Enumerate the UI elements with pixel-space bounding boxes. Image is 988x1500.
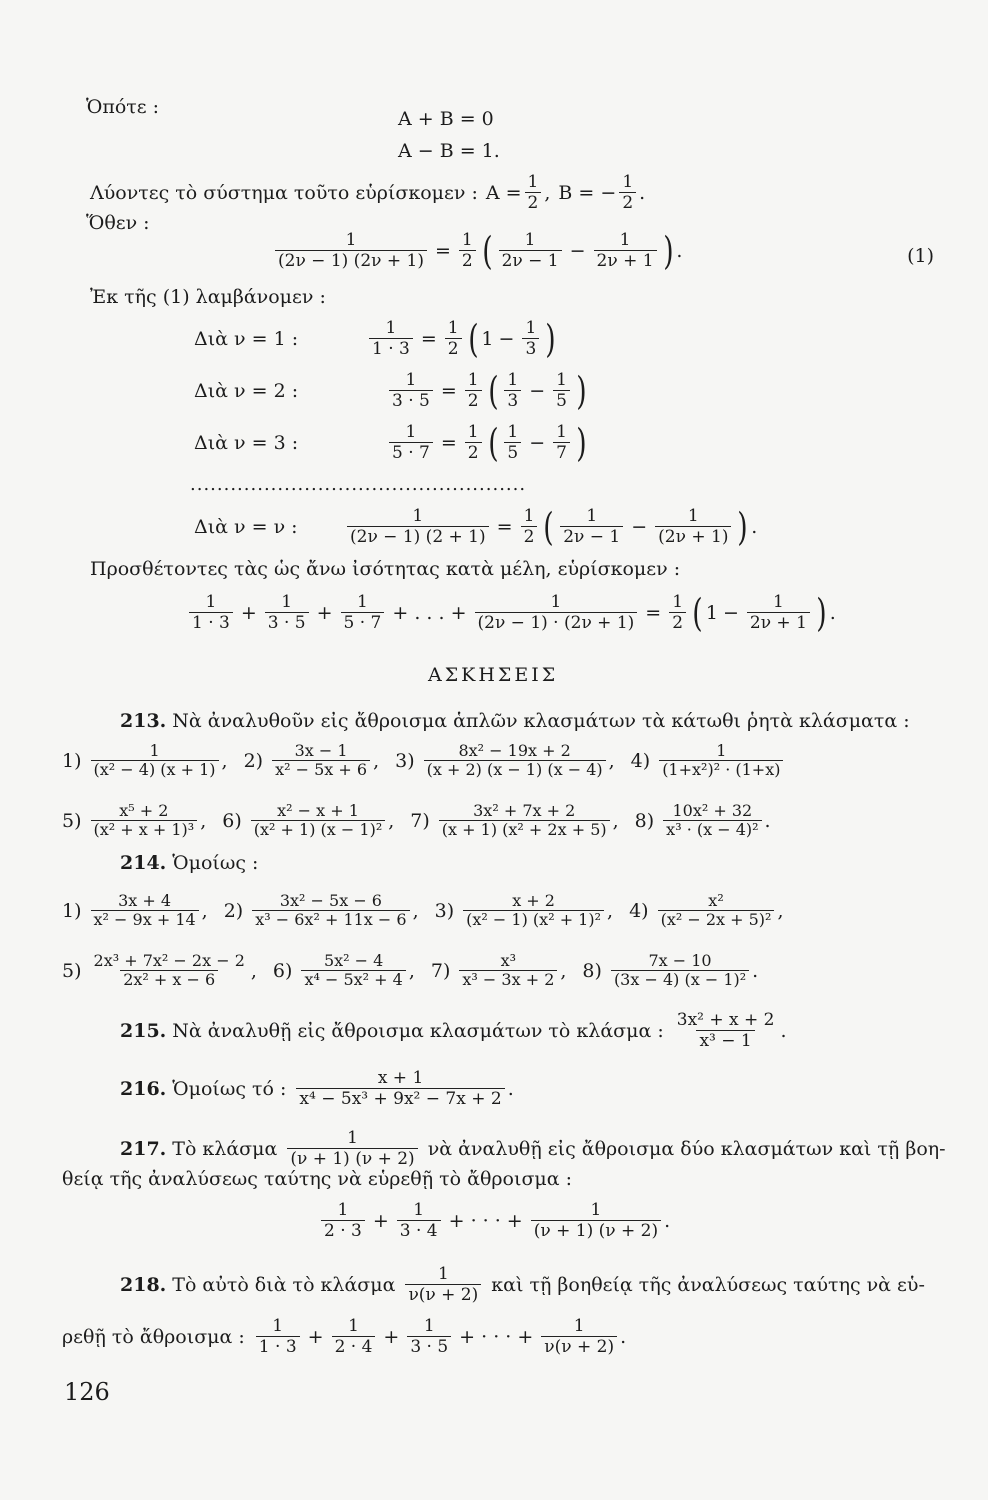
exercise-217-line2: θείᾳ τῆς ἀναλύσεως ταύτης νὰ εὑρεθῇ τὸ ἄθροισμα : [62,1168,573,1190]
exercise-217: 217. Τὸ κλάσμα $\frac{1}{(\nu + 1) (\nu + 2)}$ νὰ ἀναλυθῇ εἰς ἄθροισμα δύο κλασμάτων καὶ τῇ βοη- [120,1128,946,1169]
case-v2: Διὰ ν = 2 : $\frac{1}{3 \cdot 5}$ = $\frac{1}{2}$ ( $\frac{1}{3}$ − $\frac{1}{5}$ ) [194,368,587,413]
case-v3: Διὰ ν = 3 : $\frac{1}{5 \cdot 7}$ = $\frac{1}{2}$ ( $\frac{1}{5}$ − $\frac{1}{7}$ ) [194,420,587,465]
ek-tis-line: Ἐκ τῆς (1) λαμβάνομεν : [90,286,326,308]
case-vn: Διὰ ν = ν : $\frac{1}{(2\nu - 1) (2 + 1)}$ = $\frac{1}{2}$ ( $\frac{1}{2\nu - 1}$ − $\frac{1}{(2\nu + 1)}$ ) . [194,504,758,549]
equation-a-minus-b: A − B = 1. [398,140,500,162]
opote-label: Ὁπότε : [86,96,160,118]
ellipsis-row: .................................................. [190,474,527,495]
sum-intro-line: Προσθέτοντες τὰς ὡς ἄνω ἰσότητας κατὰ μέλη, εὑρίσκομεν : [90,558,681,580]
othen-label: Ὅθεν : [86,212,150,234]
case-v1: Διὰ ν = 1 : $\frac{1}{1 \cdot 3}$ = $\frac{1}{2}$ ( 1 − $\frac{1}{3}$ ) [194,316,556,361]
solve-line: Λύοντες τὸ σύστημα τοῦτο εὑρίσκομεν : A = $\frac{1}{2}$ , B = − $\frac{1}{2}$ . [90,172,646,213]
equation-a-plus-b: A + B = 0 [398,108,494,130]
exercise-213-row2: 5) $\frac{\text{x⁵ + 2}}{\text{(x² + x + 1)³}}$ , 6) $\frac{\text{x² − x + 1}}{\text{(x² + 1) (x − 1)²}}$ , 7) $\frac{\text{3x² + 7x + 2}}{\text{(x + 1) (x² + 2x + 5)}}$ , 8) $\frac{\text{10x² + 32}}{\text{x³ · (x − 4)²}}$ . [62,801,771,839]
exercise-214-row2: 5) $\frac{\text{2x³ + 7x² − 2x − 2}}{\text{2x² + x − 6}}$ , 6) $\frac{\text{5x² − 4}}{\text{x⁴ − 5x² + 4}}$ , 7) $\frac{\text{x³}}{\text{x³ − 3x + 2}}$ , 8) $\frac{7x - 10}{\text{(3x − 4) (x − 1)²}}$ . [62,951,759,989]
exercise-218-line2: ρεθῇ τὸ ἄθροισμα : $\frac{1}{1 \cdot 3}$ + $\frac{1}{2 \cdot 4}$ + $\frac{1}{3 \cdot 5}$ + · · · + $\frac{1}{\nu(\nu + 2)}$ . [62,1316,627,1357]
exercise-214-row1: 1) $\frac{3x + 4}{\text{x² − 9x + 14}}$ , 2) $\frac{\text{3x² − 5x − 6}}{\text{x³ − 6x² + 11x − 6}}$ , 3) $\frac{x + 2}{\text{(x² − 1) (x² + 1)²}}$ , 4) $\frac{\text{x²}}{\text{(x² − 2x + 5)²}}$ , [62,891,784,929]
exercise-215: 215. Νὰ ἀναλυθῇ εἰς ἄθροισμα κλασμάτων τὸ κλάσμα : $\frac{\text{3x² + x + 2}}{\text{x³ − 1}}$ . [120,1010,787,1051]
exercise-213-row1: 1) $\frac{1}{\text{(x² − 4) (x + 1)}}$ , 2) $\frac{3x - 1}{\text{x² − 5x + 6}}$ , 3) $\frac{\text{8x² − 19x + 2}}{(x + 2) (x - 1) (x - 4)}$ , 4) $\frac{1}{\text{(1+x²)² · (1+x)}}$ [62,742,786,779]
exercise-217-sum: $\frac{1}{2 \cdot 3}$ + $\frac{1}{3 \cdot 4}$ + · · · + $\frac{1}{(\nu + 1) (\nu + 2)}$ . [318,1200,670,1241]
exercise-213: 213. Νὰ ἀναλυθοῦν εἰς ἄθροισμα ἁπλῶν κλασμάτων τὰ κάτωθι ῥητὰ κλάσματα : [120,710,910,732]
telescoping-sum: $\frac{1}{1 \cdot 3}$ + $\frac{1}{3 \cdot 5}$ + $\frac{1}{5 \cdot 7}$ + . . . + $\frac{1}{(2\nu - 1) \cdot (2\nu + 1)}$ = $\frac{1}{2}$ ( 1 − $\frac{1}{2\nu + 1}$ ) . [186,592,836,633]
exercise-214: 214. Ὁμοίως : [120,852,259,874]
exercise-218: 218. Τὸ αὐτὸ διὰ τὸ κλάσμα $\frac{1}{\nu(\nu + 2)}$ καὶ τῇ βοηθείᾳ τῆς ἀναλύσεως ταύτης νὰ εὑ- [120,1264,925,1305]
exercises-heading: ΑΣΚΗΣΕΙΣ [428,664,559,686]
exercise-216: 216. Ὁμοίως τό : $\frac{x + 1}{\text{x⁴ − 5x³ + 9x² − 7x + 2}}$ . [120,1068,514,1109]
page-number: 126 [64,1378,110,1406]
equation-number: (1) [907,245,934,267]
decomposition-equation: $\frac{1}{(2\nu - 1) (2\nu + 1)}$ = $\frac{1}{2}$ ( $\frac{1}{2\nu - 1}$ − $\frac{1}{2\nu + 1}$ ) . [272,230,682,271]
